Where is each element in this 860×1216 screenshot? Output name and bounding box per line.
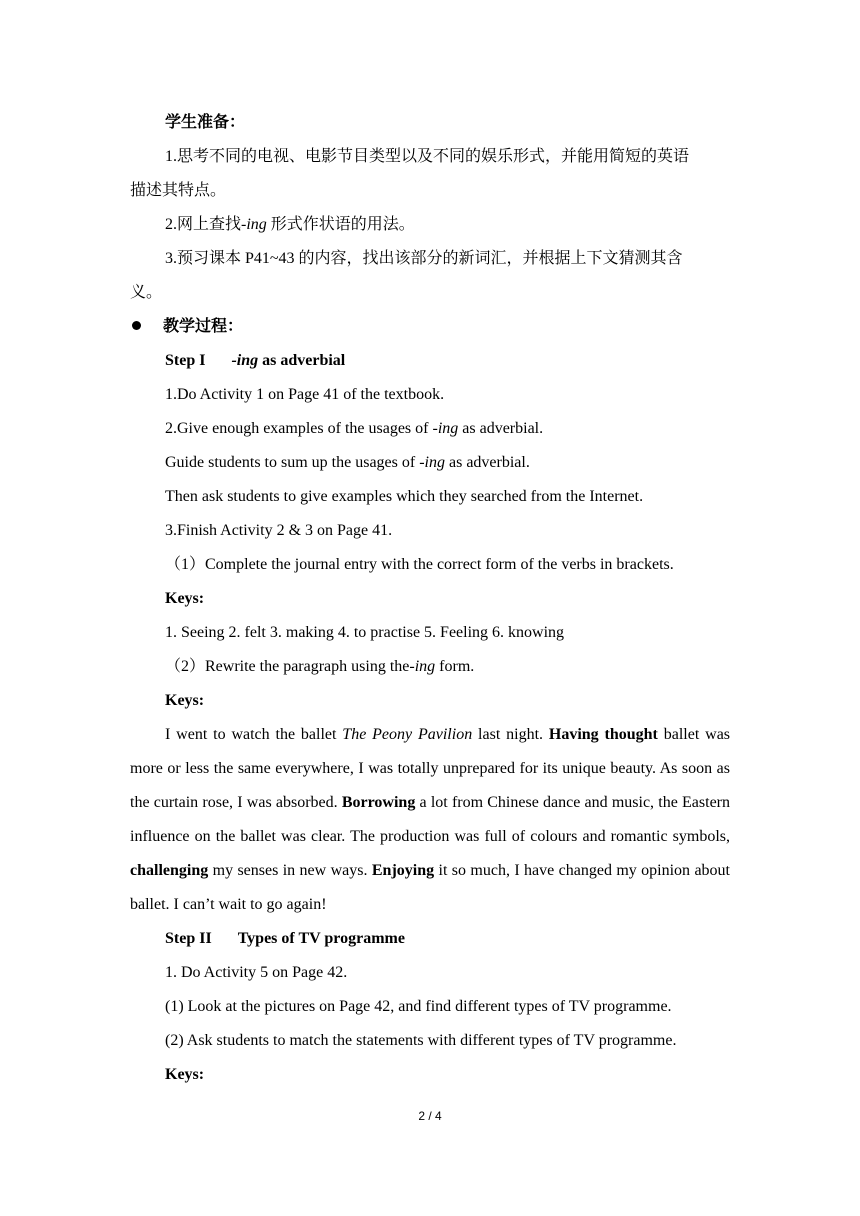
keys-label-2: Keys: xyxy=(165,692,205,709)
para-text-4: a lot from Chinese dance and music, the Eastern influence on the ballet was clear. The production was full of colours and romantic symbols, xyxy=(130,794,730,845)
step-1-label: Step I xyxy=(165,352,206,369)
prep-item-2-italic: ing xyxy=(246,216,267,233)
step-1-title: as adverbial xyxy=(258,352,346,369)
step-1-line-3-text: Guide students to sum up the usages of - xyxy=(165,454,425,471)
step-1-title-italic: -ing xyxy=(231,352,259,369)
step-1-line-2-text: 2.Give enough examples of the usages of - xyxy=(165,420,438,437)
step-1-sub-2-italic: ing xyxy=(414,658,436,675)
para-bold-3: challenging xyxy=(130,862,209,879)
step-2-line-3: (2) Ask students to match the statements with different types of TV programme. xyxy=(165,1032,677,1049)
step-1-sub-2-text: （2）Rewrite the paragraph using the- xyxy=(165,658,415,675)
para-text-2: last night. xyxy=(472,726,549,743)
prep-item-2 xyxy=(130,208,730,242)
step-1-line-4: Then ask students to give examples which they searched from the Internet. xyxy=(165,488,644,505)
step-1-line-1: 1.Do Activity 1 on Page 41 of the textbook. xyxy=(165,386,445,403)
step-1-line-2 xyxy=(130,412,730,446)
prep-item-3-line-2: 义。 xyxy=(130,284,163,301)
student-prep-heading: 学生准备： xyxy=(165,114,246,131)
step-2-label: Step II xyxy=(165,930,212,947)
step-2-title: Types of TV programme xyxy=(237,930,405,947)
step-2-line-1: 1. Do Activity 5 on Page 42. xyxy=(165,964,348,981)
step-1-sub-1: （1）Complete the journal entry with the correct form of the verbs in brackets. xyxy=(165,556,674,573)
prep-item-3-line-1: 3.预习课本 P41~43 的内容，找出该部分的新词汇，并根据上下文猜测其含 xyxy=(165,250,683,267)
prep-item-2-rest: 形式作状语的用法。 xyxy=(266,216,415,233)
step-1-line-2-italic: ing xyxy=(437,420,459,437)
step-1-sub-2-rest: form. xyxy=(435,658,475,675)
para-bold-2: Borrowing xyxy=(341,794,416,811)
page-number: 2 / 4 xyxy=(418,1109,442,1123)
step-1-line-3-italic: ing xyxy=(424,454,445,471)
para-title-italic: The Peony Pavilion xyxy=(342,726,473,743)
para-text-6: it so much, I have changed my opinion about ballet. I can’t wait to go again! xyxy=(130,862,730,913)
step-1-line-5: 3.Finish Activity 2 & 3 on Page 41. xyxy=(165,522,393,539)
keys-paragraph xyxy=(130,718,730,922)
teaching-process-heading xyxy=(130,310,730,344)
prep-item-1-line-2: 描述其特点。 xyxy=(130,182,227,199)
para-text-5: my senses in new ways. xyxy=(208,862,372,879)
step-1-line-3 xyxy=(130,446,730,480)
step-2-line-2: (1) Look at the pictures on Page 42, and find different types of TV programme. xyxy=(165,998,672,1015)
step-1-heading xyxy=(130,344,730,378)
step-1-sub-2 xyxy=(130,650,730,684)
keys-label-3: Keys: xyxy=(165,1066,205,1083)
prep-item-2-text: 2.网上查找- xyxy=(165,216,247,233)
step-1-line-2-rest: as adverbial. xyxy=(458,420,544,437)
para-bold-1: Having thought xyxy=(548,726,658,743)
para-bold-4: Enjoying xyxy=(371,862,435,879)
step-1-line-3-rest: as adverbial. xyxy=(444,454,530,471)
document-page xyxy=(130,106,730,1092)
keys-label-1: Keys: xyxy=(165,590,205,607)
prep-item-1-line-1: 1.思考不同的电视、电影节目类型以及不同的娱乐形式，并能用简短的英语 xyxy=(165,148,690,165)
keys-answers-1: 1. Seeing 2. felt 3. making 4. to practise 5. Feeling 6. knowing xyxy=(165,624,565,641)
bullet-icon xyxy=(132,321,141,330)
para-text-3: ballet was more or less the same everywhere, I was totally unprepared for its unique beauty. As soon as the curtain rose, I was absorbed. xyxy=(130,726,731,811)
teaching-process-label: 教学过程： xyxy=(163,318,244,335)
para-text-1: I went to watch the ballet xyxy=(165,726,343,743)
step-2-heading xyxy=(130,922,730,956)
